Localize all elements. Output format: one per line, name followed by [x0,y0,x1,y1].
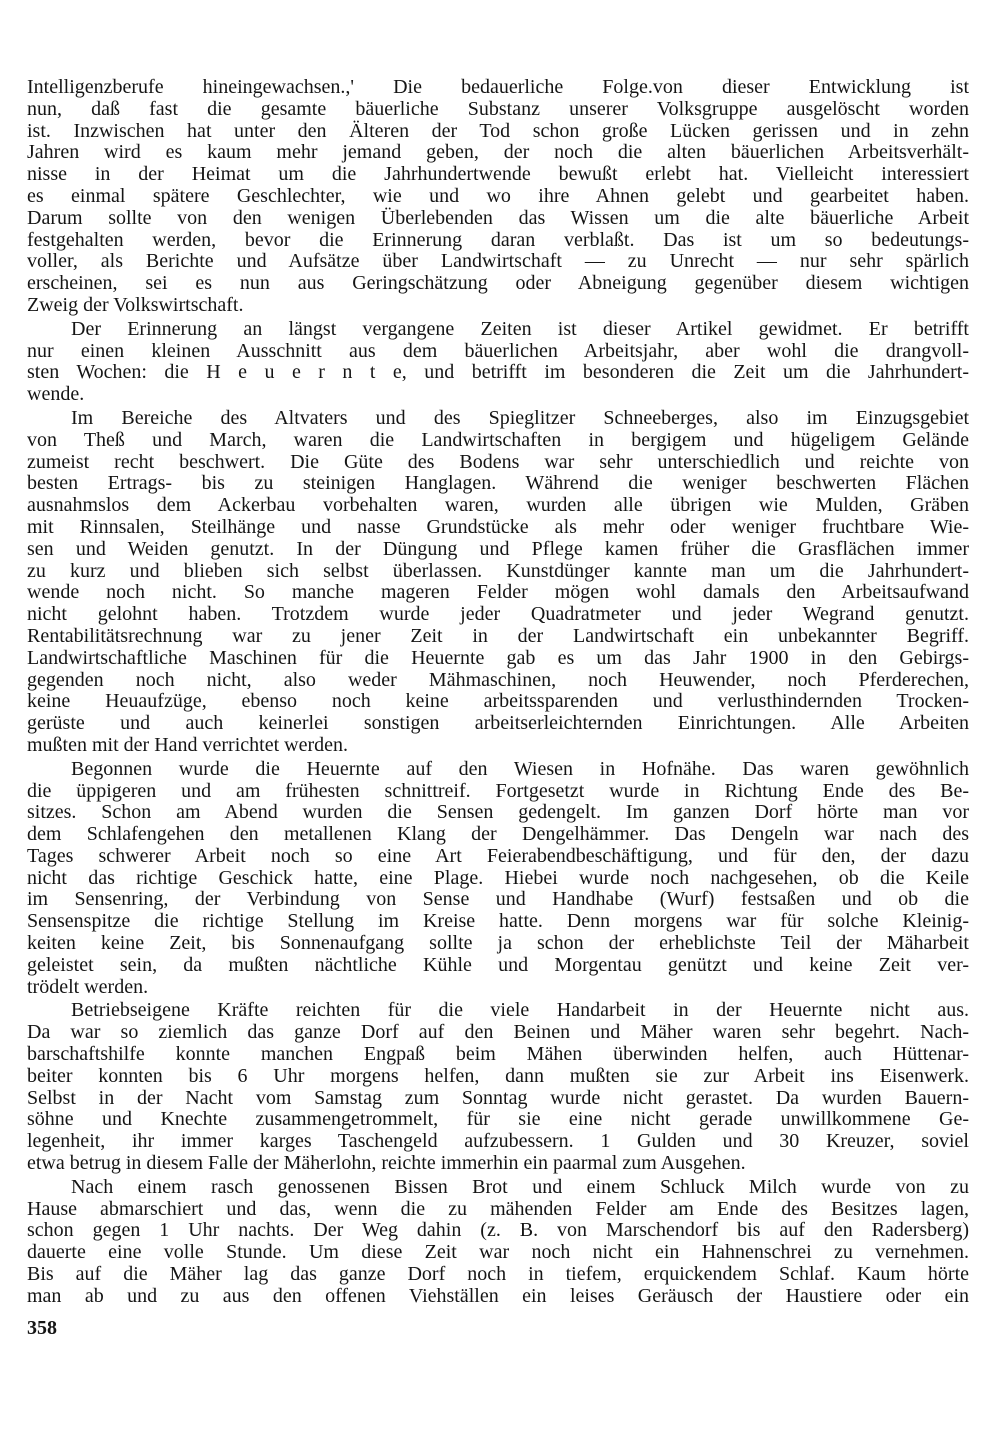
text-line: voller, als Berichte und Aufsätze über Landwirtschaft — zu Unrecht — nur sehr spärlich [27,250,969,273]
text-line: Im Bereiche des Altvaters und des Spieglitzer Schneeberges, also im Einzugsgebiet [71,406,969,429]
text-line: Begonnen wurde die Heuernte auf den Wiesen in Hofnähe. Das waren gewöhnlich [71,757,969,780]
paragraph [27,759,969,999]
text-line: nicht gelohnt haben. Trotzdem wurde jeder Quadratmeter und jeder Wegrand genutzt. [27,603,969,626]
text-line: gegenden noch nicht, also weder Mähmaschinen, noch Heuwender, noch Pferderechen, [27,668,969,691]
text-line: sitzes. Schon am Abend wurden die Sensen gedengelt. Im ganzen Dorf hörte man vor [27,801,969,824]
text-line: Landwirtschaftliche Maschinen für die Heuernte gab es um das Jahr 1900 in den Gebirgs- [27,646,969,669]
text-line: nisse in der Heimat um die Jahrhundertwende bewußt erlebt hat. Vielleicht interessiert [27,163,969,186]
text-line: keine Heuaufzüge, ebenso noch keine arbeitssparenden und verlusthindernden Trocken- [27,690,969,713]
text-line: Da war so ziemlich das ganze Dorf auf den Beinen und Mäher waren sehr begehrt. Nach- [27,1021,969,1044]
text-line: nur einen kleinen Ausschnitt aus dem bäuerlichen Arbeitsjahr, aber wohl die drangvoll- [27,339,969,362]
text-line: Darum sollte von den wenigen Überlebenden das Wissen um die alte bäuerliche Arbeit [27,206,969,229]
text-line: etwa betrug in diesem Falle der Mäherlohn, reichte immerhin ein paarmal zum Ausgehen. [27,1152,746,1175]
text-line: Der Erinnerung an längst vergangene Zeiten ist dieser Artikel gewidmet. Er betrifft [71,317,969,340]
text-line: dauerte eine volle Stunde. Um diese Zeit war noch nicht ein Hahnenschrei zu vernehmen. [27,1241,969,1264]
text-line: festgehalten werden, bevor die Erinnerung daran verblaßt. Das ist um so bedeutungs- [27,228,969,251]
text-line: ausnahmslos dem Ackerbau vorbehalten waren, wurden alle übrigen wie Mulden, Gräben [27,494,969,517]
paragraph [27,319,969,406]
text-line: schon gegen 1 Uhr nachts. Der Weg dahin (z. B. von Marschendorf bis auf den Radersberg) [27,1219,969,1242]
text-line: Rentabilitätsrechnung war zu jener Zeit in der Landwirtschaft ein unbekannter Begriff. [27,624,969,647]
paragraph [27,408,969,757]
text-line: Jahren wird es kaum mehr jemand geben, der noch die alten bäuerlichen Arbeitsverhält- [27,141,969,164]
text-line: sen und Weiden genutzt. In der Düngung und Pflege kamen früher die Grasflächen immer [27,537,969,560]
text-line: zu kurz und blieben sich selbst überlassen. Kunstdünger kannte man um die Jahrhundert- [27,559,969,582]
text-line: sten Wochen: die H e u e r n t e, und betrifft im besonderen die Zeit um die Jahrhundert- [27,361,969,384]
text-line: mußten mit der Hand verrichtet werden. [27,733,348,756]
text-line: mit Rinnsalen, Steilhänge und nasse Grundstücke als mehr oder weniger fruchtbare Wie- [27,515,969,538]
text-line: nun, daß fast die gesamte bäuerliche Substanz unserer Volksgruppe ausgelöscht worden [27,97,969,120]
text-line: trödelt werden. [27,975,149,998]
page-number: 358 [27,1317,57,1339]
paragraph [27,77,969,317]
text-line: Intelligenzberufe hineingewachsen.,' Die bedauerliche Folge.von dieser Entwicklung ist [27,76,969,98]
text-line: man ab und zu aus den offenen Viehställen ein leises Geräusch der Haustiere oder ein [27,1284,969,1307]
text-line: barschaftshilfe konnte manchen Engpaß beim Mähen überwinden helfen, auch Hüttenar- [27,1043,969,1066]
text-line: dem Schlafengehen den metallenen Klang der Dengelhämmer. Das Dengeln war nach des [27,823,969,846]
paragraph [27,1000,969,1174]
text-line: söhne und Knechte zusammengetrommelt, für sie eine nicht gerade unwillkommene Ge- [27,1108,969,1131]
text-line: im Sensenring, der Verbindung von Sense und Handhabe (Wurf) festsaßen und ob die [27,888,969,911]
text-line: geleistet sein, da mußten nächtliche Kühle und Morgentau genützt und keine Zeit ver- [27,953,969,976]
text-line: Nach einem rasch genossenen Bissen Brot und einem Schluck Milch wurde von zu [71,1175,969,1198]
paragraph [27,1177,969,1308]
text-line: keiten keine Zeit, bis Sonnenaufgang sollte ja schon der erheblichste Teil der Mäharbeit [27,932,969,955]
text-line: wende noch nicht. So manche mageren Felder mögen wohl damals den Arbeitsaufwand [27,581,969,604]
text-line: Bis auf die Mäher lag das ganze Dorf noch in tiefem, erquickendem Schlaf. Kaum hörte [27,1263,969,1286]
text-line: die üppigeren und am frühesten schnittreif. Fortgesetzt wurde in Richtung Ende des Be- [27,779,969,802]
text-line: von Theß und March, waren die Landwirtschaften in bergigem und hügeligem Gelände [27,428,969,451]
text-line: legenheit, ihr immer karges Taschengeld aufzubessern. 1 Gulden und 30 Kreuzer, soviel [27,1130,969,1153]
document-body [27,77,969,1310]
text-line: Hause abmarschiert und das, wenn die zu mähenden Felder am Ende des Besitzes lagen, [27,1197,969,1220]
text-line: erscheinen, sei es nun aus Geringschätzung oder Abneigung gegenüber diesem wichtigen [27,272,969,295]
text-line: Sensenspitze die richtige Stellung im Kreise hatte. Denn morgens war für solche Kleinig- [27,910,969,933]
text-line: Selbst in der Nacht vom Samstag zum Sonntag wurde nicht gerastet. Da wurden Bauern- [27,1086,969,1109]
text-line: besten Ertrags- bis zu steinigen Hanglagen. Während die weniger beschwerten Flächen [27,472,969,495]
text-line: es einmal spätere Geschlechter, wie und wo ihre Ahnen gelebt und gearbeitet haben. [27,184,969,207]
text-line: ist. Inzwischen hat unter den Älteren der Tod schon große Lücken gerissen und in zehn [27,119,969,142]
text-line: Tages schwerer Arbeit noch so eine Art Feierabendbeschäftigung, und für den, der dazu [27,844,969,867]
text-line: Betriebseigene Kräfte reichten für die viele Handarbeit in der Heuernte nicht aus. [71,999,969,1022]
text-line: nicht das richtige Geschick hatte, eine Plage. Hiebei wurde noch nachgesehen, ob die Keile [27,866,969,889]
text-line: gerüste und auch keinerlei sonstigen arbeitserleichternden Einrichtungen. Alle Arbeiten [27,712,969,735]
text-line: zumeist recht beschwert. Die Güte des Bodens war sehr unterschiedlich und reichte von [27,450,969,473]
text-line: beiter konnten bis 6 Uhr morgens helfen, dann mußten sie zur Arbeit ins Eisenwerk. [27,1064,969,1087]
text-line: wende. [27,383,85,406]
text-line: Zweig der Volkswirtschaft. [27,293,244,316]
